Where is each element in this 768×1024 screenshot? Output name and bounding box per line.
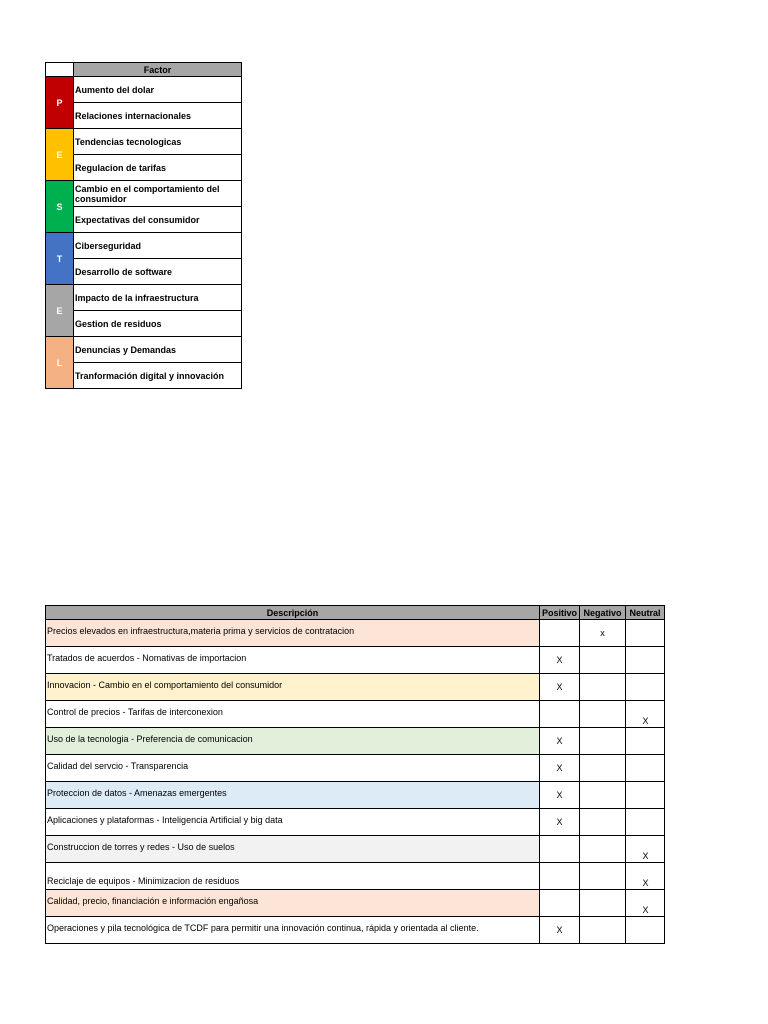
pestel-header-row: [46, 63, 242, 77]
pestel-row: [46, 337, 242, 363]
neutral-cell: [626, 809, 665, 836]
description-cell: Innovacion - Cambio en el comportamiento del consumidor: [46, 674, 540, 701]
factor-header: Factor: [74, 63, 242, 77]
factor-cell: Expectativas del consumidor: [74, 207, 242, 233]
impact-row: [46, 647, 665, 674]
neutral-cell: X: [626, 890, 665, 917]
neutral-cell: [626, 674, 665, 701]
pestel-row: [46, 181, 242, 207]
positivo-cell: X: [540, 917, 580, 944]
positivo-cell: [540, 620, 580, 647]
pestel-letter: P: [46, 77, 74, 129]
neutral-cell: [626, 620, 665, 647]
impact-row: [46, 728, 665, 755]
neutral-cell: [626, 917, 665, 944]
factor-cell: Tendencias tecnologicas: [74, 129, 242, 155]
pestel-row: [46, 233, 242, 259]
positivo-cell: X: [540, 647, 580, 674]
negativo-cell: [580, 836, 626, 863]
impact-row: [46, 890, 665, 917]
neutral-cell: X: [626, 836, 665, 863]
neutral-cell: [626, 755, 665, 782]
negativo-cell: [580, 809, 626, 836]
factor-cell: Tranformación digital y innovación: [74, 363, 242, 389]
pestel-letter: E: [46, 285, 74, 337]
description-cell: Uso de la tecnologia - Preferencia de comunicacion: [46, 728, 540, 755]
positivo-cell: [540, 890, 580, 917]
negativo-cell: x: [580, 620, 626, 647]
description-cell: Tratados de acuerdos - Nomativas de importacion: [46, 647, 540, 674]
impact-row: [46, 620, 665, 647]
positivo-cell: [540, 701, 580, 728]
factor-cell: Desarrollo de software: [74, 259, 242, 285]
factor-cell: Regulacion de tarifas: [74, 155, 242, 181]
positivo-cell: X: [540, 728, 580, 755]
pestel-letter: E: [46, 129, 74, 181]
positivo-cell: [540, 863, 580, 890]
impact-row: [46, 755, 665, 782]
impact-row: [46, 836, 665, 863]
impact-row: [46, 917, 665, 944]
description-cell: Operaciones y pila tecnológica de TCDF para permitir una innovación continua, rápida y orientada al cliente.: [46, 917, 540, 944]
pestel-row: [46, 77, 242, 103]
neutral-cell: X: [626, 863, 665, 890]
negativo-cell: [580, 755, 626, 782]
impact-row: [46, 809, 665, 836]
pestel-letter: S: [46, 181, 74, 233]
negativo-cell: [580, 917, 626, 944]
neutral-cell: X: [626, 701, 665, 728]
pestel-row: [46, 311, 242, 337]
positivo-header: Positivo: [540, 606, 580, 620]
description-cell: Control de precios - Tarifas de interconexion: [46, 701, 540, 728]
neutral-header: Neutral: [626, 606, 665, 620]
description-cell: Reciclaje de equipos - Minimizacion de residuos: [46, 863, 540, 890]
positivo-cell: X: [540, 674, 580, 701]
pestel-letter: L: [46, 337, 74, 389]
neutral-cell: [626, 728, 665, 755]
factor-cell: Impacto de la infraestructura: [74, 285, 242, 311]
factor-cell: Cambio en el comportamiento del consumidor: [74, 181, 242, 207]
impact-row: [46, 701, 665, 728]
impact-table: [45, 605, 665, 944]
pestel-blank-header: [46, 63, 74, 77]
neutral-cell: [626, 647, 665, 674]
negativo-cell: [580, 701, 626, 728]
pestel-row: [46, 285, 242, 311]
impact-row: [46, 674, 665, 701]
pestel-row: [46, 155, 242, 181]
description-cell: Calidad, precio, financiación e información engañosa: [46, 890, 540, 917]
positivo-cell: X: [540, 809, 580, 836]
neutral-cell: [626, 782, 665, 809]
factor-cell: Gestion de residuos: [74, 311, 242, 337]
description-cell: Construccion de torres y redes - Uso de suelos: [46, 836, 540, 863]
negativo-cell: [580, 782, 626, 809]
negativo-cell: [580, 647, 626, 674]
impact-row: [46, 782, 665, 809]
description-cell: Precios elevados en infraestructura,materia prima y servicios de contratacion: [46, 620, 540, 647]
factor-cell: Denuncias y Demandas: [74, 337, 242, 363]
pestel-letter: T: [46, 233, 74, 285]
factor-cell: Aumento del dolar: [74, 77, 242, 103]
negativo-header: Negativo: [580, 606, 626, 620]
impact-header-row: [46, 606, 665, 620]
negativo-cell: [580, 728, 626, 755]
negativo-cell: [580, 674, 626, 701]
factor-cell: Ciberseguridad: [74, 233, 242, 259]
impact-body: [46, 620, 665, 944]
impact-row: [46, 863, 665, 890]
description-cell: Proteccion de datos - Amenazas emergentes: [46, 782, 540, 809]
pestel-row: [46, 259, 242, 285]
description-header: Descripción: [46, 606, 540, 620]
pestel-factor-table: [45, 62, 242, 389]
pestel-row: [46, 103, 242, 129]
negativo-cell: [580, 863, 626, 890]
positivo-cell: X: [540, 755, 580, 782]
pestel-row: [46, 129, 242, 155]
pestel-row: [46, 363, 242, 389]
negativo-cell: [580, 890, 626, 917]
description-cell: Calidad del servcio - Transparencia: [46, 755, 540, 782]
positivo-cell: X: [540, 782, 580, 809]
pestel-row: [46, 207, 242, 233]
pestel-body: [46, 77, 242, 389]
positivo-cell: [540, 836, 580, 863]
description-cell: Aplicaciones y plataformas - Inteligencia Artificial y big data: [46, 809, 540, 836]
factor-cell: Relaciones internacionales: [74, 103, 242, 129]
